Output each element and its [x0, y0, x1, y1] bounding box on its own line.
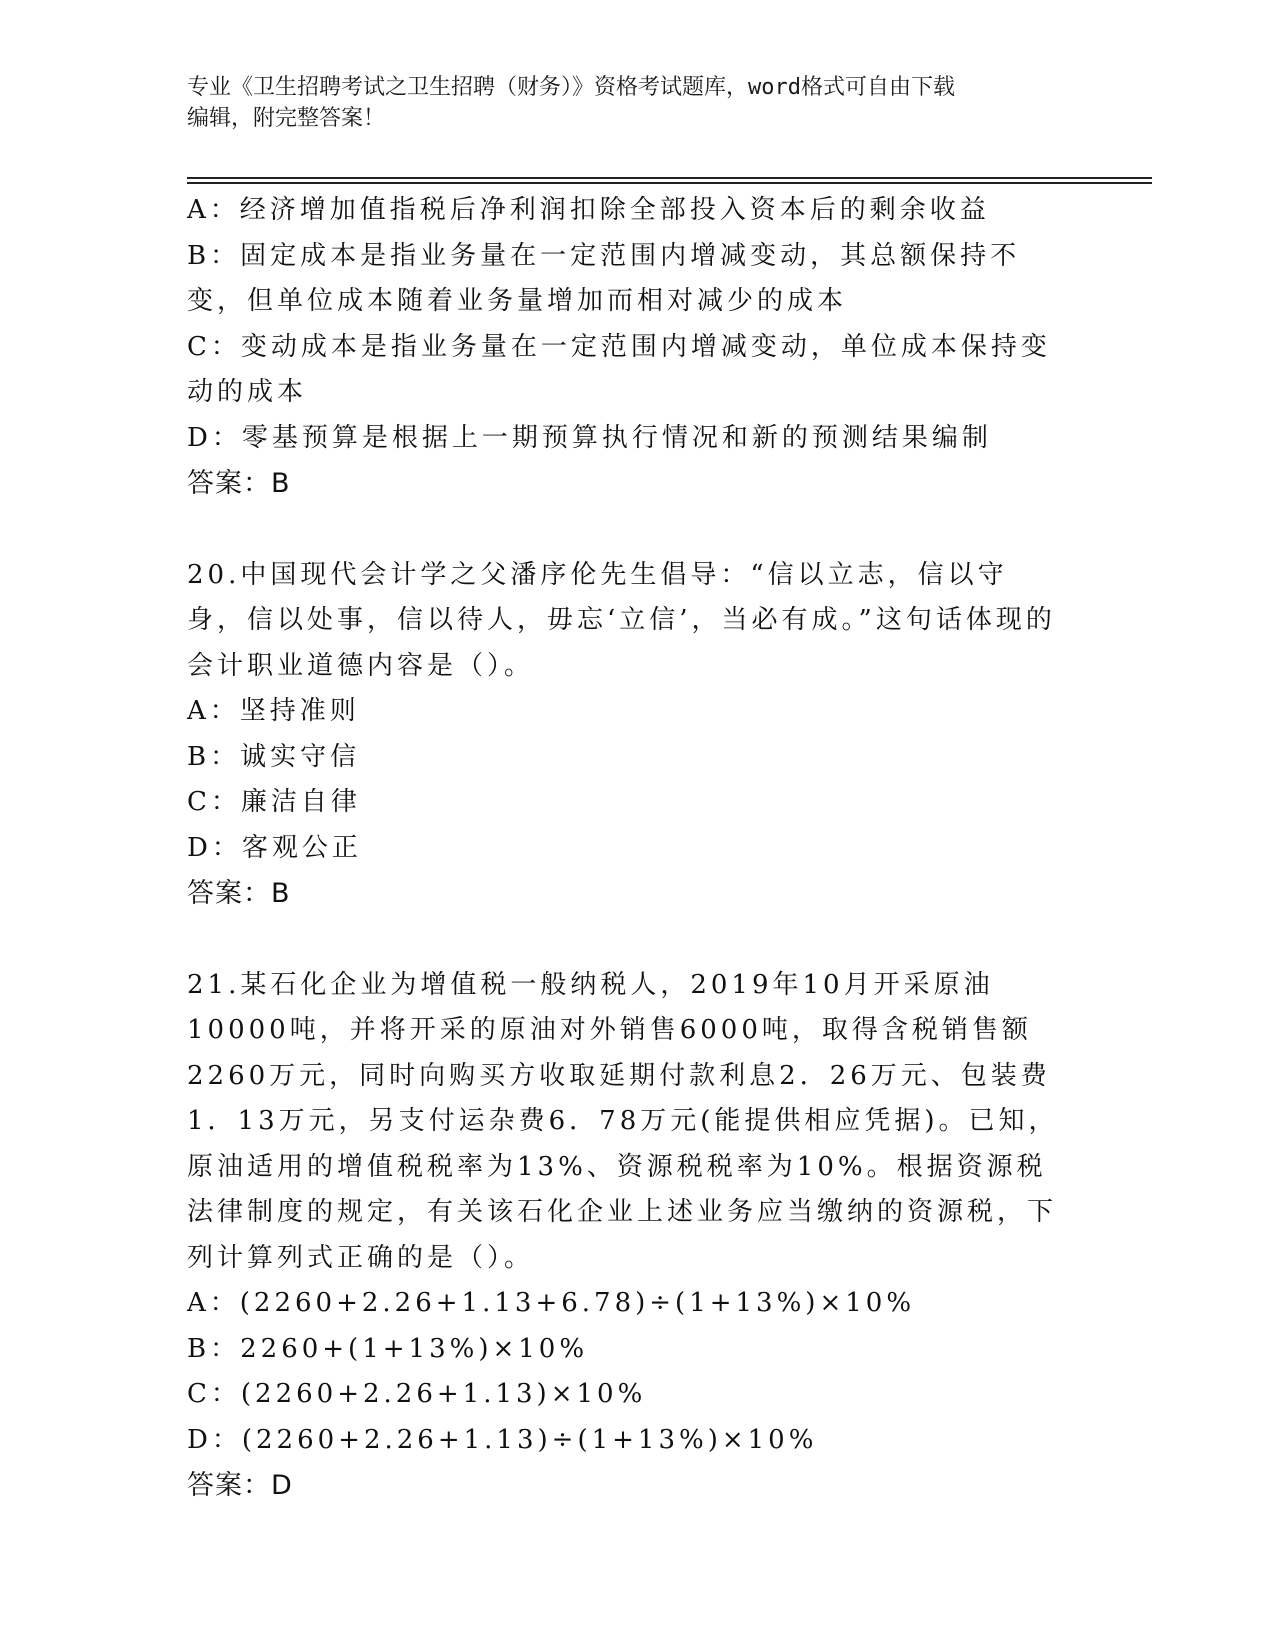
option-d: D：(2260+2.26+1.13)÷(1+13%)×10%	[187, 1424, 818, 1455]
question-21	[187, 963, 1067, 1509]
header-divider-top	[187, 177, 1152, 179]
header-line-2: 编辑，附完整答案！	[187, 106, 386, 131]
question-stem: 21.某石化企业为增值税一般纳税人，2019年10月开采原油10000吨，并将开采的原油对外销售6000吨，取得含税销售额2260万元，同时向购买方收取延期付款利息2．26万元、包装费1．13万元，另支付运杂费6．78万元(能提供相应凭据)。已知，原油适用的增值税税率为13%、资源税税率为10%。根据资源税法律制度的规定，有关该石化企业上述业务应当缴纳的资源税，下列计算列式正确的是（）。	[187, 969, 1059, 1273]
option-b: B：固定成本是指业务量在一定范围内增减变动，其总额保持不变，但单位成本随着业务量增加而相对减少的成本	[187, 240, 1021, 316]
option-c: C：廉洁自律	[187, 787, 361, 817]
option-d: D：零基预算是根据上一期预算执行情况和新的预测结果编制	[187, 422, 992, 453]
option-c: C：(2260+2.26+1.13)×10%	[187, 1379, 647, 1409]
answer: 答案：B	[187, 468, 291, 499]
option-a: A：(2260+2.26+1.13+6.78)÷(1+13%)×10%	[187, 1288, 916, 1318]
answer: 答案：D	[187, 1470, 293, 1501]
question-stem: 20.中国现代会计学之父潘序伦先生倡导：“信以立志，信以守身，信以处事，信以待人，毋忘‘立信’，当必有成。”这句话体现的会计职业道德内容是（）。	[187, 559, 1056, 681]
question-20	[187, 553, 1067, 917]
document-header	[187, 72, 1067, 134]
option-c: C：变动成本是指业务量在一定范围内增减变动，单位成本保持变动的成本	[187, 331, 1051, 407]
option-d: D：客观公正	[187, 832, 362, 863]
header-line-1: 专业《卫生招聘考试之卫生招聘（财务）》资格考试题库，word格式可自由下载	[187, 75, 955, 100]
answer: 答案：B	[187, 878, 291, 909]
spacer	[187, 507, 1067, 553]
spacer	[187, 917, 1067, 963]
option-b: B：诚实守信	[187, 741, 361, 772]
header-divider-bottom	[187, 182, 1152, 184]
question-19	[187, 188, 1067, 507]
option-b: B：2260+(1+13%)×10%	[187, 1333, 589, 1364]
option-a: A：坚持准则	[187, 696, 360, 726]
option-a: A：经济增加值指税后净利润扣除全部投入资本后的剩余收益	[187, 195, 990, 225]
document-body	[187, 188, 1067, 1509]
